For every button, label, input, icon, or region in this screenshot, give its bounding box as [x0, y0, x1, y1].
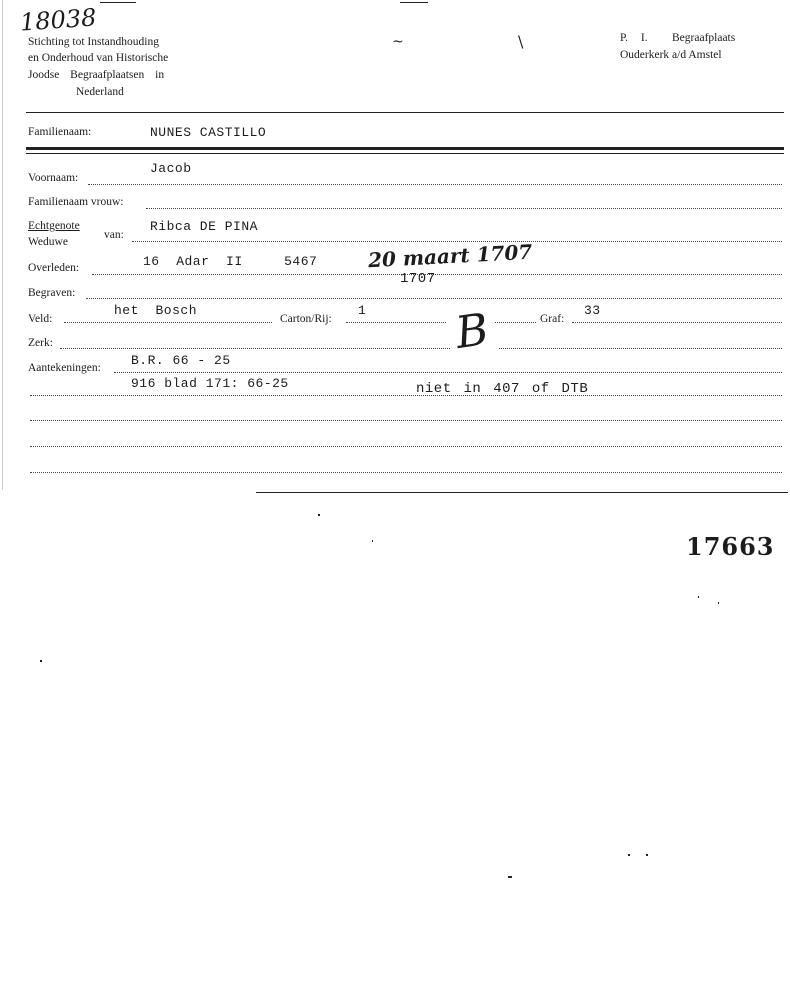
overleden-label: Overleden: [28, 262, 80, 274]
cemetery-code: P. I. [620, 32, 648, 44]
org-line-2: en Onderhoud van Historische [28, 52, 169, 64]
blank-line-1 [30, 420, 782, 421]
header-rule [26, 112, 784, 113]
aantekeningen-note: niet in 407 of DTB [416, 381, 589, 397]
speck-mark-2: \ [518, 32, 524, 51]
name-rule-thin [26, 153, 784, 154]
begraven-line [86, 298, 782, 299]
zerk-line [60, 348, 782, 349]
familienaam-vrouw-label: Familienaam vrouw: [28, 196, 124, 208]
speck-2 [40, 660, 42, 662]
top-edge-mark [100, 2, 136, 3]
speck-7 [698, 596, 699, 598]
archive-number: 18038 [19, 3, 98, 37]
voornaam-value: Jacob [150, 161, 192, 176]
graf-value: 33 [584, 303, 601, 318]
overleden-value: 16 Adar II 5467 [143, 254, 318, 269]
top-edge-mark-right [400, 2, 428, 3]
van-value: Ribca DE PINA [150, 219, 258, 234]
familienaam-value: NUNES CASTILLO [150, 125, 267, 140]
speck-8 [718, 602, 719, 604]
stamp-number: 17663 [686, 532, 775, 561]
aantekeningen-line-1 [114, 372, 782, 373]
cemetery-place: Ouderkerk a/d Amstel [620, 49, 722, 61]
blank-line-3 [30, 472, 782, 473]
voornaam-label: Voornaam: [28, 172, 79, 184]
name-rule-thick [26, 147, 784, 150]
familienaam-label: Familienaam: [28, 126, 92, 138]
org-line-1: Stichting tot Instandhouding [28, 36, 159, 48]
aantekeningen-value-2: 916 blad 171: 66-25 [131, 376, 289, 391]
overleden-year: 1707 [400, 271, 436, 287]
org-line-3: Joodse Begraafplaatsen in [28, 69, 165, 81]
aantekeningen-value-1: B.R. 66 - 25 [131, 353, 231, 368]
weduwe-label: Weduwe [28, 236, 68, 248]
cemetery-label: Begraafplaats [672, 32, 736, 44]
van-label: van: [104, 229, 124, 241]
graf-line [572, 322, 782, 323]
van-line [132, 241, 782, 242]
speck-mark: ~ [392, 34, 404, 50]
speck-3 [628, 854, 630, 856]
carton-value: 1 [358, 303, 367, 318]
carton-line [346, 322, 536, 323]
veld-value: het Bosch [114, 303, 198, 318]
familienaam-vrouw-line [146, 208, 782, 209]
aantekeningen-label: Aantekeningen: [28, 362, 101, 374]
speck-4 [646, 854, 648, 856]
org-line-4: Nederland [76, 86, 124, 98]
overleden-handwritten-date: 20 maart 1707 [367, 239, 533, 273]
begraven-label: Begraven: [28, 287, 76, 299]
left-edge-mark [2, 0, 3, 490]
speck-1 [318, 514, 320, 516]
voornaam-line [88, 184, 782, 185]
veld-label: Veld: [28, 313, 53, 325]
overleden-line [92, 274, 782, 275]
echtgenote-label: Echtgenote [28, 220, 80, 232]
card-bottom-rule [256, 492, 788, 493]
speck-5 [508, 876, 512, 878]
graf-label: Graf: [540, 313, 565, 325]
blank-line-2 [30, 446, 782, 447]
carton-label: Carton/Rij: [280, 313, 332, 325]
speck-6 [372, 540, 373, 542]
aantekeningen-line-2 [30, 395, 782, 396]
zerk-handwritten-letter: B [445, 303, 500, 360]
zerk-label: Zerk: [28, 337, 53, 349]
veld-line [64, 322, 272, 323]
